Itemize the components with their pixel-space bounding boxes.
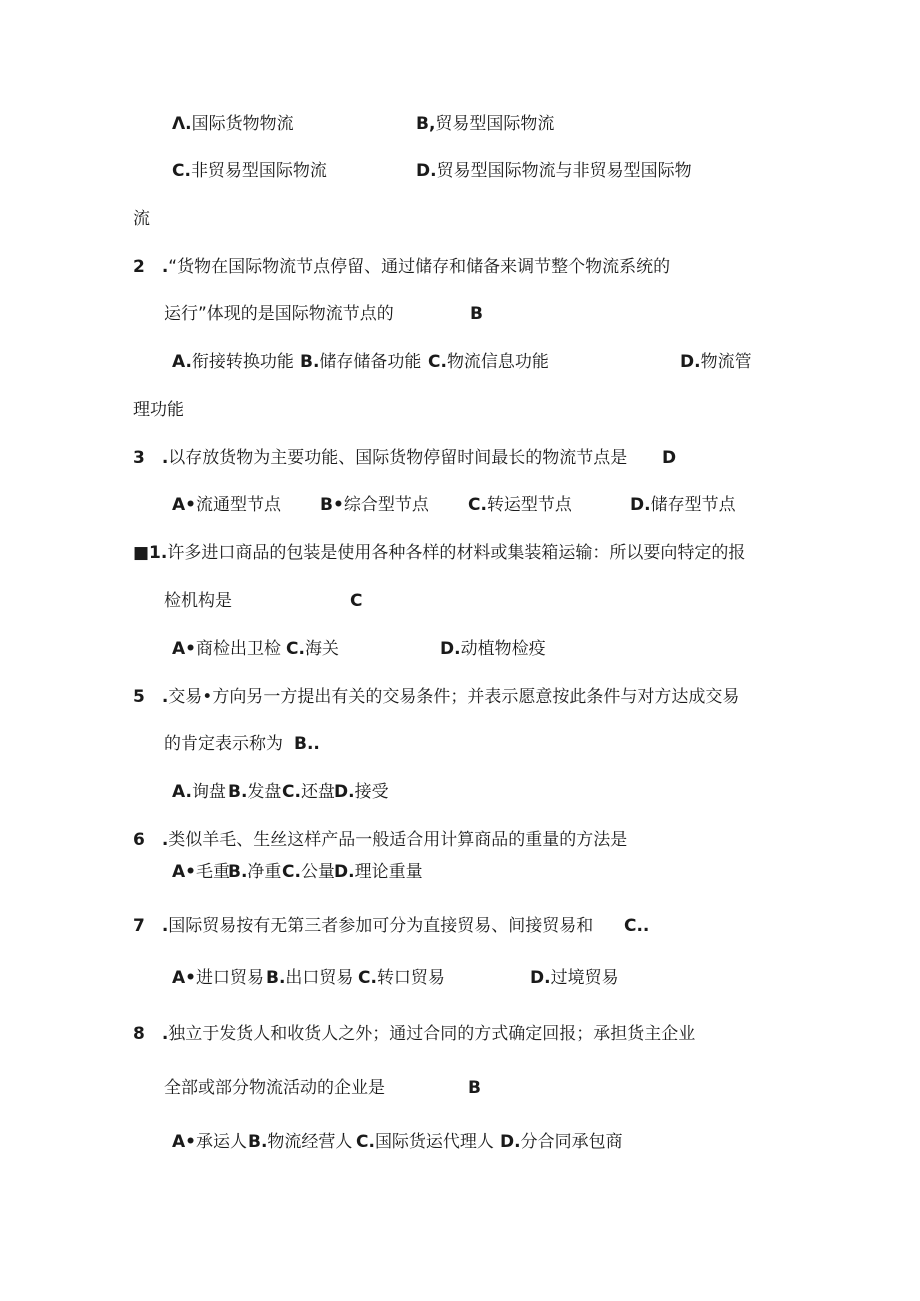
segment-text: 动植物检疫 [460, 639, 546, 659]
option-marker: C. [282, 782, 301, 802]
option-marker: C. [286, 639, 305, 659]
text-segment [172, 350, 294, 374]
text-segment [624, 914, 649, 938]
segment-text: 物流经营人 [267, 1132, 353, 1152]
text-segment [468, 1076, 481, 1100]
text-segment [440, 637, 546, 661]
text-segment [428, 350, 549, 374]
segment-text: 储存储备功能 [319, 352, 422, 372]
text-segment [133, 207, 150, 231]
option-marker: D. [334, 782, 355, 802]
option-marker: Λ. [172, 114, 192, 134]
text-segment [294, 732, 320, 756]
option-marker: D. [500, 1132, 521, 1152]
option-marker: D. [530, 968, 551, 988]
text-segment [500, 1130, 623, 1154]
text-segment [530, 966, 619, 990]
segment-text: 国际贸易按有无第三者参加可分为直接贸易、间接贸易和 [168, 916, 594, 936]
segment-text: 还盘 [300, 782, 335, 802]
segment-text: 转口贸易 [376, 968, 445, 988]
segment-text: 的肯定表示称为 [164, 734, 283, 754]
text-segment [164, 732, 283, 756]
text-segment [172, 780, 226, 804]
text-segment [282, 780, 335, 804]
text-segment [164, 302, 394, 326]
option-marker: D. [680, 352, 701, 372]
option-marker: A• [172, 1132, 197, 1152]
segment-text: 询盘 [191, 782, 226, 802]
option-marker: D. [440, 639, 461, 659]
segment-text: 理功能 [133, 400, 184, 420]
text-segment [356, 1130, 494, 1154]
segment-text: 海关 [304, 639, 339, 659]
text-segment [133, 828, 627, 852]
text-segment [320, 493, 429, 517]
text-segment [680, 350, 752, 374]
option-marker: C. [356, 1132, 375, 1152]
segment-text: 类似羊毛、生丝这样产品一般适合用计算商品的重量的方法是 [168, 830, 628, 850]
option-marker: 2 . [133, 257, 169, 277]
text-segment [248, 1130, 352, 1154]
text-segment [334, 780, 389, 804]
segment-text: 流 [133, 209, 150, 229]
option-marker: A. [172, 352, 192, 372]
option-marker: C. [428, 352, 447, 372]
text-segment [470, 302, 483, 326]
text-segment [133, 1022, 695, 1046]
option-marker: B. [228, 782, 248, 802]
option-marker: 8 . [133, 1024, 169, 1044]
text-segment [164, 589, 232, 613]
text-segment [133, 914, 593, 938]
text-segment [468, 493, 572, 517]
segment-text: 理论重量 [354, 862, 423, 882]
option-marker: C [350, 591, 363, 611]
segment-text: 国际货运代理人 [374, 1132, 494, 1152]
segment-text: 物流信息功能 [446, 352, 549, 372]
segment-text: 运行”体现的是国际物流节点的 [164, 304, 394, 324]
option-marker: C. [282, 862, 301, 882]
option-marker: 3 . [133, 448, 169, 468]
segment-text: 发盘 [247, 782, 282, 802]
segment-text: 过境贸易 [550, 968, 619, 988]
text-segment [172, 966, 264, 990]
segment-text: 贸易型国际物流与非贸易型国际物 [436, 161, 692, 181]
segment-text: 综合型节点 [343, 495, 429, 515]
text-segment [172, 493, 281, 517]
option-marker: B.. [294, 734, 320, 754]
text-segment [630, 493, 736, 517]
option-marker: B• [320, 495, 344, 515]
option-marker: D. [334, 862, 355, 882]
segment-text: 流通型节点 [196, 495, 282, 515]
segment-text: 国际货物物流 [191, 114, 294, 134]
option-marker: B [468, 1078, 481, 1098]
text-segment [164, 1076, 385, 1100]
segment-text: 分合同承包商 [520, 1132, 623, 1152]
segment-text: 承运人 [196, 1132, 248, 1152]
option-marker: A• [172, 495, 197, 515]
text-segment [358, 966, 445, 990]
segment-text: 进口贸易 [196, 968, 265, 988]
option-marker: A• [172, 639, 197, 659]
text-segment [133, 541, 745, 565]
text-segment [228, 860, 281, 884]
option-marker: B. [300, 352, 320, 372]
segment-text: 转运型节点 [486, 495, 572, 515]
text-segment [228, 780, 281, 804]
segment-text: 贸易型国际物流 [435, 114, 555, 134]
segment-text: 独立于发货人和收货人之外；通过合同的方式确定回报；承担货主企业 [168, 1024, 696, 1044]
option-marker: B. [266, 968, 286, 988]
text-segment [334, 860, 423, 884]
option-marker: C.. [624, 916, 650, 936]
option-marker: B. [248, 1132, 268, 1152]
option-marker: 6 . [133, 830, 169, 850]
text-segment [286, 637, 339, 661]
option-marker: A• [172, 862, 197, 882]
segment-text: 许多进口商品的包装是使用各种各样的材料或集装箱运输：所以要向特定的报 [167, 543, 746, 563]
option-marker: A• [172, 968, 197, 988]
segment-text: 商检出卫检 [196, 639, 282, 659]
text-segment [266, 966, 353, 990]
option-marker: 7 . [133, 916, 169, 936]
text-segment [172, 159, 327, 183]
option-marker: D. [416, 161, 437, 181]
segment-text: 储存型节点 [650, 495, 736, 515]
option-marker: A. [172, 782, 192, 802]
segment-text: 交易•方向另一方提出有关的交易条件；并表示愿意按此条件与对方达成交易 [168, 687, 740, 707]
segment-text: “货物在国际物流节点停留、通过储存和储备来调节整个物流系统的 [168, 257, 671, 277]
segment-text: 非贸易型国际物流 [190, 161, 327, 181]
text-segment [172, 860, 230, 884]
text-segment [133, 255, 670, 279]
option-marker: D [662, 448, 677, 468]
segment-text: 以存放货物为主要功能、国际货物停留时间最长的物流节点是 [168, 448, 628, 468]
segment-text: 毛重 [196, 862, 231, 882]
segment-text: 出口贸易 [285, 968, 354, 988]
segment-text: 衔接转换功能 [191, 352, 294, 372]
segment-text: 检机构是 [164, 591, 232, 611]
segment-text: 物流管 [700, 352, 752, 372]
segment-text: 接受 [354, 782, 389, 802]
option-marker: B [470, 304, 483, 324]
option-marker: B. [228, 862, 248, 882]
option-marker: C. [358, 968, 377, 988]
text-segment [172, 1130, 247, 1154]
segment-text: 公量 [300, 862, 335, 882]
text-segment [300, 350, 421, 374]
option-marker: ■1. [133, 543, 168, 563]
segment-text: 全部或部分物流活动的企业是 [164, 1078, 385, 1098]
text-segment [416, 112, 554, 136]
option-marker: D. [630, 495, 651, 515]
text-segment [172, 112, 294, 136]
segment-text: 净重 [247, 862, 282, 882]
text-segment [133, 446, 627, 470]
text-segment [172, 637, 281, 661]
option-marker: B, [416, 114, 436, 134]
text-segment [662, 446, 676, 470]
text-segment [133, 685, 739, 709]
text-segment [350, 589, 362, 613]
option-marker: C. [468, 495, 487, 515]
option-marker: C. [172, 161, 191, 181]
option-marker: 5 . [133, 687, 169, 707]
text-segment [416, 159, 692, 183]
text-segment [282, 860, 335, 884]
text-segment [133, 398, 184, 422]
